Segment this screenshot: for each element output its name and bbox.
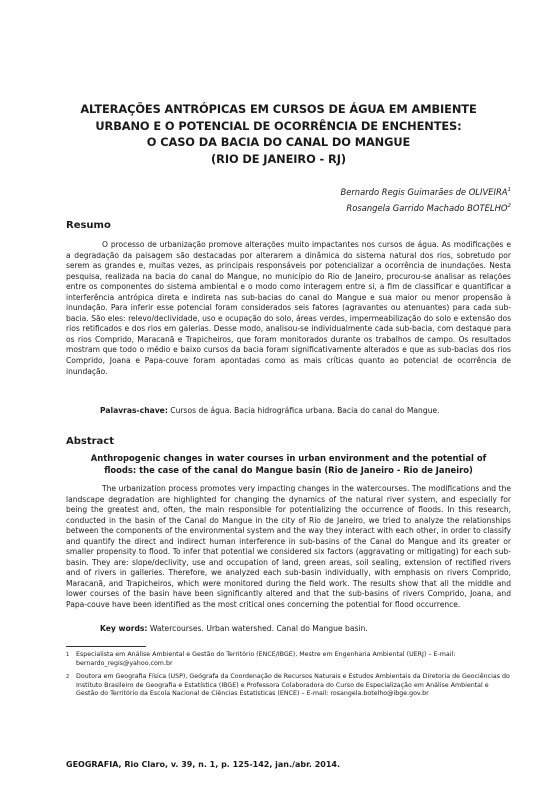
title-line: O CASO DA BACIA DO CANAL DO MANGUE [146, 135, 411, 149]
footnote [66, 673, 511, 699]
title-line: ALTERAÇÕES ANTRÓPICAS EM CURSOS DE ÁGUA EM AMBIENTE [80, 102, 477, 116]
footnote-text: Especialista em Análise Ambiental e Gestão do Território (ENCE/IBGE), Mestre em Engenharia Ambiental (UERJ) – E-mail: bernardo_regis@yahoo.com.br [76, 651, 456, 667]
author-name: Rosangela Garrido Machado BOTELHO [346, 202, 508, 213]
english-title-line: Anthropogenic changes in water courses in urban environment and the potential of [90, 453, 487, 463]
abstract-keywords [100, 624, 368, 633]
author [340, 183, 511, 199]
resumo-heading: Resumo [66, 220, 111, 231]
title-line: (RIO DE JANEIRO - RJ) [211, 151, 346, 166]
footnote [66, 651, 511, 668]
author-footnote-mark: 2 [507, 202, 511, 209]
abstract-heading: Abstract [66, 436, 115, 447]
keywords-text: Cursos de água. Bacia hidrográfica urbana. Bacia do canal do Mangue. [170, 406, 440, 415]
journal-citation-footer: GEOGRAFIA, Rio Claro, v. 39, n. 1, p. 125-142, jan./abr. 2014. [66, 760, 341, 769]
abstract-paragraph: The urbanization process promotes very impacting changes in the watercourses. The modifications and the landscape degradation are highlighted for changing the dynamics of the natural river system, and especially for being the greatest and, often, the main responsible for potentializing the occurrence of floods. In this research, conducted in the basin of the Canal do Mangue in the city of Rio de Janeiro, we tried to analyze the relationships between the components of the environmental system and the way they interact with each other, in order to classify and quantify the direct and indirect human interference in sub-basins of the Canal do Mangue and its greater or smaller propensity to flood. To infer that potential we considered six factors (aggravating or mitigating) for each sub-basin. They are: slope/declivity, use and occupation of land, green areas, soil sealing, extension of rectified rivers and of rivers in galleries. Therefore, we analyzed each sub-basin individually, with emphasis on rivers Comprido, Maracanã, and Trapicheiros, which were monitored during the field work. The results show that all the middle and lower courses of the basin have been significantly altered and that the sub-basins of rivers Comprido, Joana, and Papa-couve have been identified as the most critical ones concerning the potential for flood occurrence. [66, 484, 511, 610]
keywords-label: Palavras-chave: [100, 406, 168, 415]
keywords-text: Watercourses. Urban watershed. Canal do Mangue basin. [149, 624, 368, 633]
author-footnote-mark: 1 [507, 187, 511, 193]
footnote-divider [66, 646, 146, 647]
author-list [340, 183, 511, 215]
english-title-line: floods: the case of the canal do Mangue basin (Rio de Janeiro - Rio de Janeiro) [104, 464, 473, 475]
author [340, 199, 511, 215]
resumo-paragraph: O processo de urbanização promove alterações muito impactantes nos cursos de água. As modificações e a degradação da paisagem são destacadas por alterarem a dinâmica do sistema natural dos rios, sobretudo por serem as grandes e, muitas vezes, as principais responsáveis por potencializar a ocorrência de inundações. Nesta pesquisa, realizada na bacia do canal do Mangue, no município do Rio de Janeiro, procurou-se analisar as relações entre os componentes do sistema ambiental e o modo como interagem entre si, a fim de classificar e quantificar a interferência antrópica direta e indireta nas sub-bacias do canal do Mangue e sua maior ou menor propensão à inundação. Para inferir esse potencial foram considerados seis fatores (agravantes ou atenuantes) para cada sub-bacia. São eles: relevo/declividade, uso e ocupação do solo, áreas verdes, impermeabilização do solo e extensão dos rios retificados e dos rios em galerias. Desse modo, analisou-se individualmente cada sub-bacia, com destaque para os rios Comprido, Maracanã e Trapicheiros, que foram monitorados durante os trabalhos de campo. Os resultados mostram que todo o médio e baixo cursos da bacia foram significativamente alterados e que as sub-bacias dos rios Comprido, Joana e Papa-couve foram apontadas como as mais críticas quanto ao potencial de ocorrência de inundação. [66, 240, 511, 376]
resumo-body [66, 240, 511, 377]
footnote-mark: 1 [66, 652, 70, 658]
keywords-label: Key words: [100, 624, 148, 633]
abstract-body [66, 484, 511, 611]
paper-title [60, 101, 497, 167]
title-line: URBANO E O POTENCIAL DE OCORRÊNCIA DE ENCHENTES: [95, 118, 462, 133]
resumo-keywords [100, 406, 440, 415]
footnote-text: Doutora em Geografia Física (USP), Geógrafa da Coordenação de Recursos Naturais e Estudos Ambientais da Diretoria de Geociências do Instituto Brasileiro de Geografia e Estatística (IBGE) e Professora Colaboradora do Curso de Especialização em Análise Ambiental e Gestão do Território da Escola Nacional de Ciências Estatísticas (ENCE) – E-mail: rosangela.botelho@ibge.gov.br [76, 673, 510, 698]
footnote-mark: 2 [66, 674, 70, 680]
author-name: Bernardo Regis Guimarães de OLIVEIRA [340, 186, 508, 197]
english-title [66, 453, 511, 476]
